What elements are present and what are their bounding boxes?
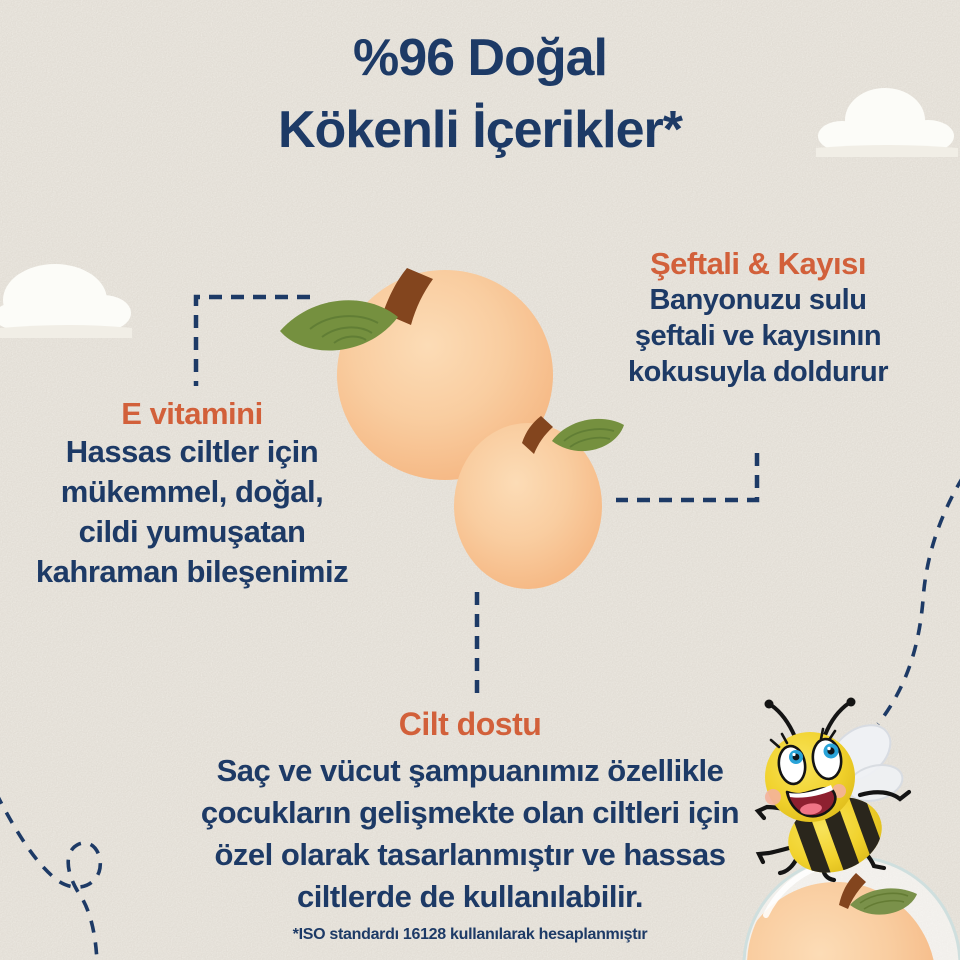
footnote: *ISO standardı 16128 kullanılarak hesaplanmıştır [292, 926, 648, 943]
callout-text-line: ciltlerde de kullanılabilir. [296, 879, 644, 914]
callout-line-peach-apricot [616, 453, 757, 500]
bee-flight-path-loop [0, 793, 100, 960]
callout-peach-apricot [560, 246, 956, 390]
callout-text-line: kokusuyla doldurur [627, 356, 889, 388]
callout-text-line: mükemmel, doğal, [60, 474, 324, 509]
callout-text-line: kahraman bileşenimiz [35, 554, 349, 589]
small-peach-leaf [552, 419, 624, 451]
bee-flight-path-right [878, 477, 960, 724]
callout-text-line: Saç ve vücut şampuanımız özellikle [216, 753, 724, 788]
callout-text-line: Banyonuzu sulu [649, 284, 867, 316]
callout-heading: Cilt dostu [398, 706, 542, 742]
callout-skin-friendly [150, 706, 790, 918]
bee-illustration [735, 695, 915, 885]
callout-heading: E vitamini [121, 396, 263, 431]
page-title-line1: %96 Doğal [353, 29, 607, 87]
callout-text-line: özel olarak tasarlanmıştır ve hassas [214, 837, 726, 872]
page-title-line2: Kökenli İçerikler* [278, 101, 682, 159]
callout-heading: Şeftali & Kayısı [650, 246, 866, 281]
callout-text-line: çocukların gelişmekte olan ciltleri için [200, 795, 740, 830]
callout-text-line: cildi yumuşatan [78, 514, 306, 549]
callout-text-line: Hassas ciltler için [65, 434, 319, 469]
bee-cheek [765, 789, 781, 805]
bee-antennae [771, 703, 849, 737]
callout-vitamin-e [0, 396, 384, 592]
callout-text-line: şeftali ve kayısının [634, 320, 882, 352]
